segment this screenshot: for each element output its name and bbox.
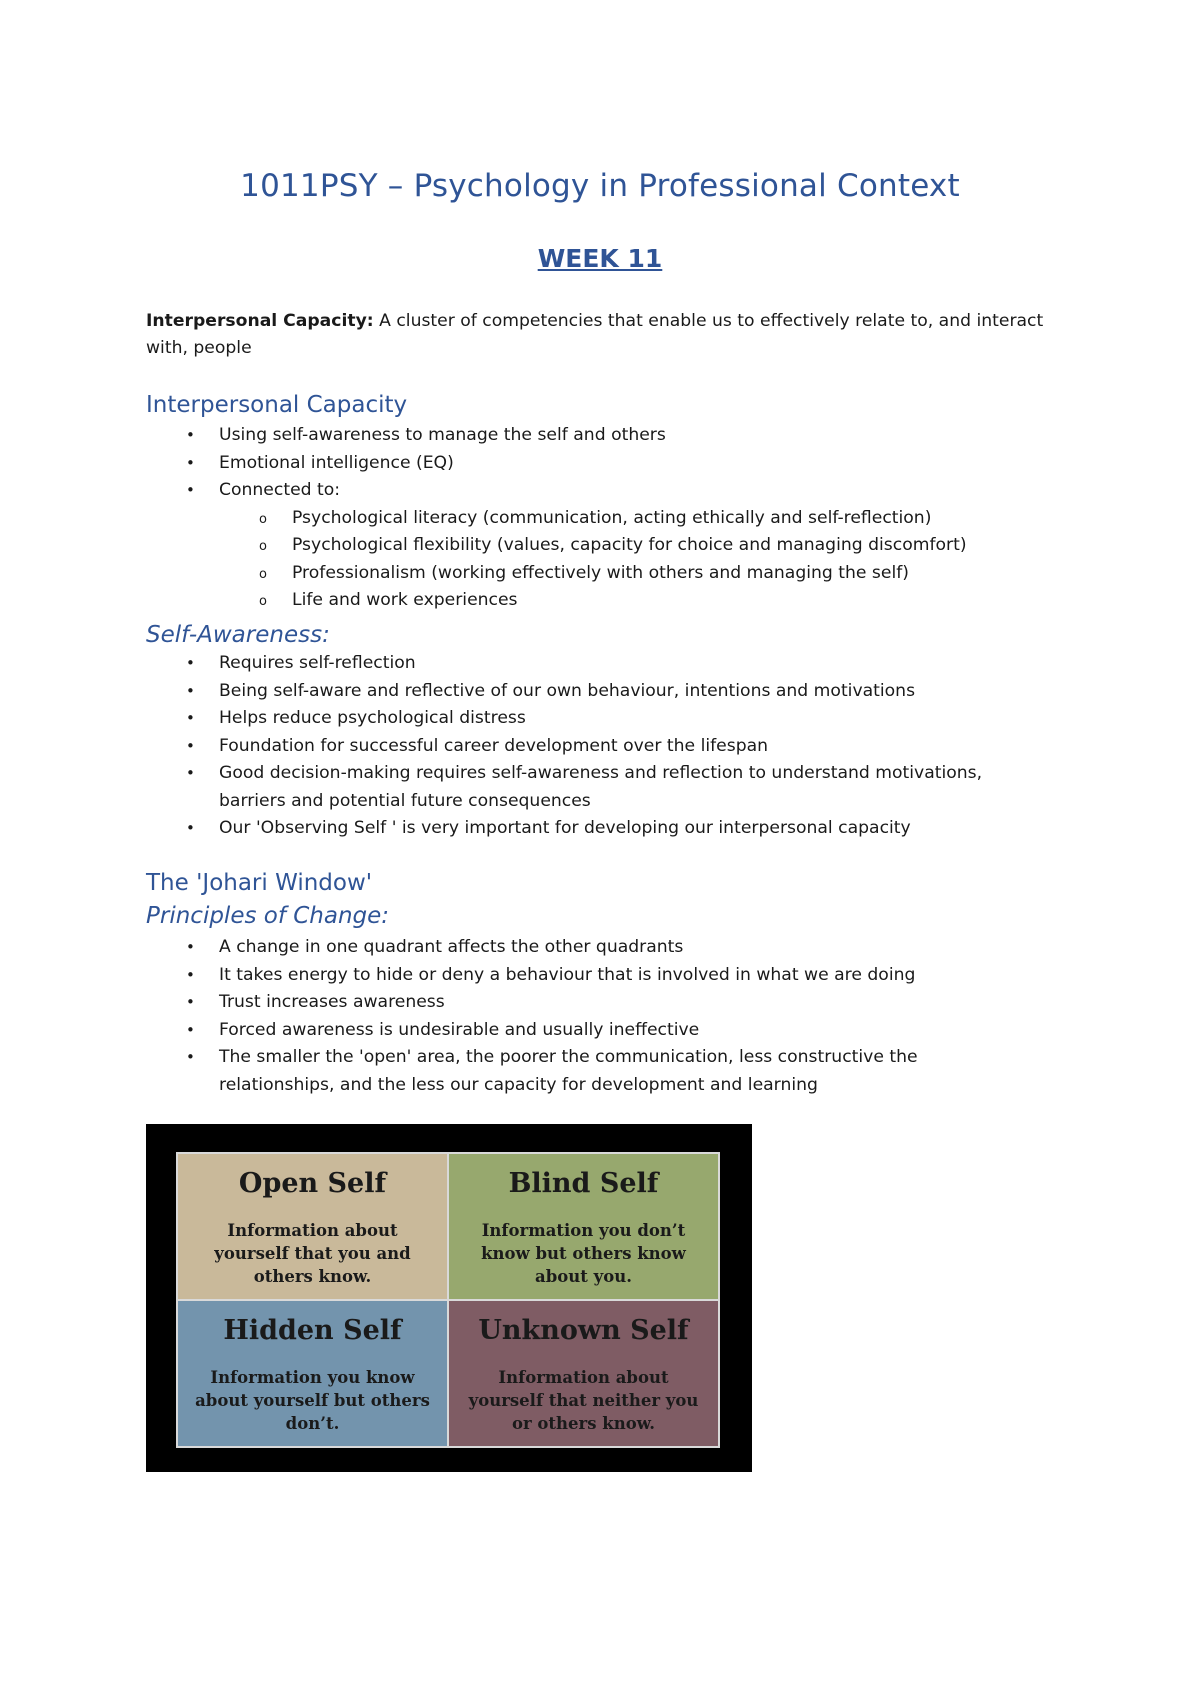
circle-bullet-icon: o xyxy=(259,566,267,582)
quadrant-hidden-self xyxy=(178,1301,447,1446)
bullet-icon: • xyxy=(186,736,195,755)
quadrant-open-self xyxy=(178,1154,447,1299)
quadrant-title: Open Self xyxy=(238,1168,387,1199)
week-heading: WEEK 11 xyxy=(537,244,663,273)
bullet-icon: • xyxy=(186,1048,195,1066)
circle-bullet-icon: o xyxy=(259,539,267,554)
johari-window-figure xyxy=(146,1124,752,1472)
quadrant-title: Blind Self xyxy=(508,1168,659,1199)
bullet-icon: • xyxy=(186,453,195,472)
sub-list-item: o Psychological flexibility (values, capacity for choice and managing discomfort) xyxy=(146,532,1066,560)
section-heading-self-awareness: Self-Awareness: xyxy=(146,622,330,648)
list-item: • Being self-aware and reflective of our own behaviour, intentions and motivations xyxy=(146,678,1066,706)
document-title: 1011PSY – Psychology in Professional Context xyxy=(240,168,960,204)
sub-list-item: o Life and work experiences xyxy=(146,587,1066,615)
quadrant-title: Unknown Self xyxy=(478,1315,689,1346)
bullet-icon: • xyxy=(186,819,195,837)
bullet-icon: • xyxy=(186,426,195,444)
list-item: • Connected to: xyxy=(146,477,1066,505)
sub-list-item: o Psychological literacy (communication, acting ethically and self-reflection) xyxy=(146,505,1066,533)
list-item: • A change in one quadrant affects the other quadrants xyxy=(146,934,1066,962)
circle-bullet-icon: o xyxy=(259,594,267,609)
list-item: • Trust increases awareness xyxy=(146,989,1066,1017)
subheading-principles-of-change: Principles of Change: xyxy=(146,903,390,929)
self-awareness-list xyxy=(146,650,1066,843)
quadrant-description: Information about yourself that neither you or others know. xyxy=(468,1368,699,1433)
circle-bullet-icon: o xyxy=(259,511,267,527)
principles-list xyxy=(146,934,1066,1099)
section-heading-johari: The 'Johari Window' xyxy=(146,870,373,896)
johari-grid xyxy=(176,1152,720,1448)
list-item: • It takes energy to hide or deny a behaviour that is involved in what we are doing xyxy=(146,962,1066,990)
definition-paragraph xyxy=(146,308,1066,362)
list-item: • Emotional intelligence (EQ) xyxy=(146,450,1066,478)
sub-list-item: o Professionalism (working effectively with others and managing the self) xyxy=(146,560,1066,588)
list-item: • Foundation for successful career development over the lifespan xyxy=(146,733,1066,761)
list-item: • Using self-awareness to manage the self and others xyxy=(146,422,1066,450)
quadrant-description: Information you don’t know but others know about you. xyxy=(481,1221,686,1286)
list-item: • Good decision-making requires self-awareness and reflection to understand motivations, barriers and potential future consequences xyxy=(146,760,1066,815)
bullet-icon: • xyxy=(186,709,195,727)
interpersonal-list xyxy=(146,422,1066,615)
quadrant-blind-self xyxy=(449,1154,718,1299)
bullet-icon: • xyxy=(186,681,195,700)
quadrant-description: Information you know about yourself but others don’t. xyxy=(195,1368,430,1433)
section-heading-interpersonal: Interpersonal Capacity xyxy=(146,392,408,418)
list-item: • Requires self-reflection xyxy=(146,650,1066,678)
quadrant-title: Hidden Self xyxy=(223,1315,402,1346)
list-item: • Our 'Observing Self ' is very important for developing our interpersonal capacity xyxy=(146,815,1066,843)
list-item: • Helps reduce psychological distress xyxy=(146,705,1066,733)
bullet-icon: • xyxy=(186,764,195,782)
bullet-icon: • xyxy=(186,654,195,672)
definition-text: A cluster of competencies that enable us to effectively relate to, and interact with, people xyxy=(146,311,1044,358)
bullet-icon: • xyxy=(186,938,195,956)
list-item: • The smaller the 'open' area, the poorer the communication, less constructive the relationships, and the less our capacity for development and learning xyxy=(146,1044,1066,1099)
quadrant-description: Information about yourself that you and others know. xyxy=(214,1221,411,1286)
definition-term: Interpersonal Capacity: xyxy=(146,311,374,331)
bullet-icon: • xyxy=(186,481,195,499)
quadrant-unknown-self xyxy=(449,1301,718,1446)
bullet-icon: • xyxy=(186,965,195,984)
list-item: • Forced awareness is undesirable and usually ineffective xyxy=(146,1017,1066,1045)
bullet-icon: • xyxy=(186,1020,195,1039)
bullet-icon: • xyxy=(186,993,195,1011)
